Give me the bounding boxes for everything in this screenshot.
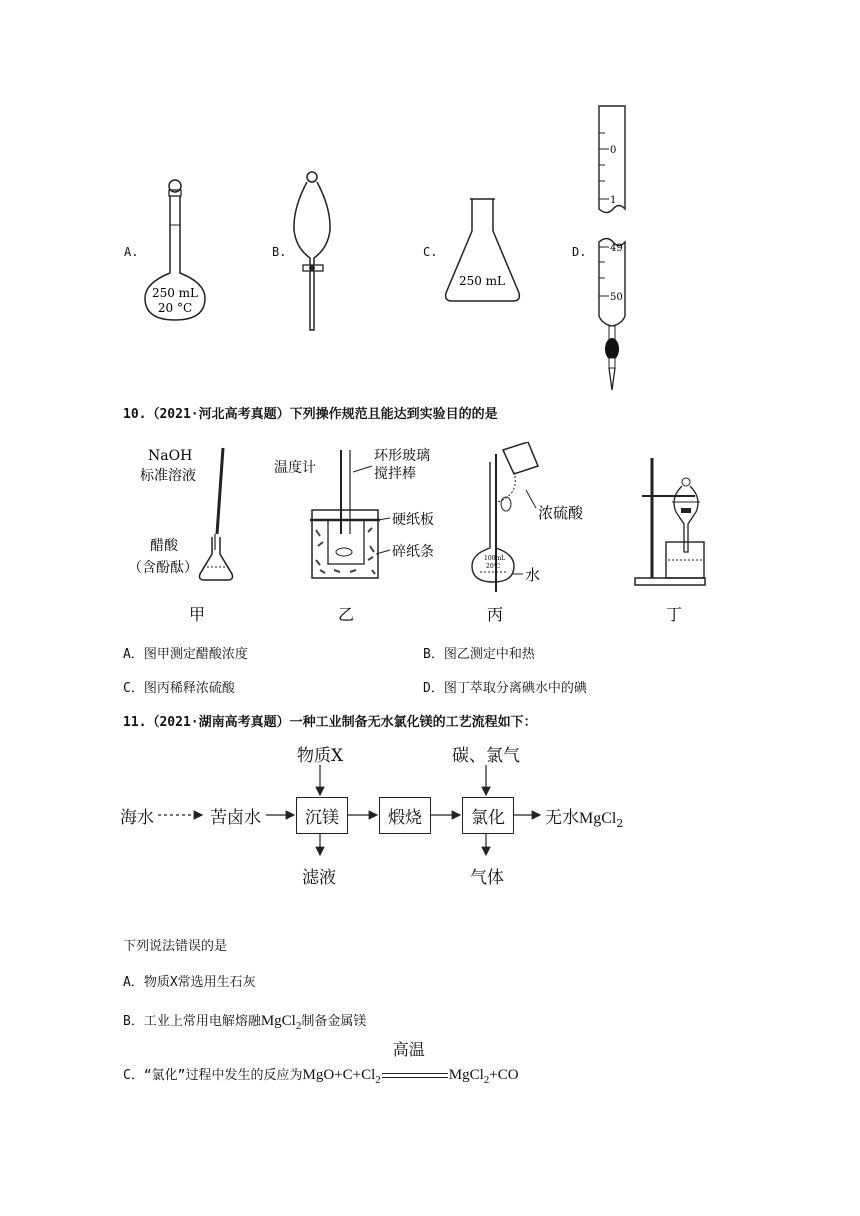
figure-ding xyxy=(635,458,705,585)
yi-board-label: 硬纸板 xyxy=(392,512,434,528)
question-10-stem: 10.（2021·河北高考真题）下列操作规范且能达到实验目的的是 xyxy=(123,407,498,422)
bing-water-label: 水 xyxy=(525,566,541,584)
jia-phenolphthalein-label: （含酚酞） xyxy=(128,560,198,576)
option-d-label: D. xyxy=(572,245,587,259)
flow-brine: 苦卤水 xyxy=(210,808,261,828)
q10-option-a: A．图甲测定醋酸浓度 xyxy=(123,647,248,662)
bing-acid-label: 浓硫酸 xyxy=(538,504,584,522)
separatory-funnel-image xyxy=(290,168,340,333)
q11-option-b: B．工业上常用电解熔融MgCl$_2$制备金属镁 xyxy=(123,1013,367,1032)
burette-image xyxy=(592,104,642,394)
q11-option-a: A．物质X常选用生石灰 xyxy=(123,975,256,990)
q10-option-b: B．图乙测定中和热 xyxy=(423,647,535,662)
reaction-equals-high-temp xyxy=(382,1041,448,1083)
figure-yi xyxy=(274,447,434,578)
burette-tick-1: 1 xyxy=(610,195,617,206)
figure-jia xyxy=(128,448,233,580)
flow-input-carbon-chlorine: 碳、氯气 xyxy=(452,746,520,766)
option-c-label: C. xyxy=(423,245,438,259)
q10-option-c: C．图丙稀释浓硫酸 xyxy=(123,681,235,696)
question-10-figure xyxy=(120,442,710,627)
q10-option-d: D．图丁萃取分离碘水中的碘 xyxy=(423,681,587,696)
flow-box-calcine: 煅烧 xyxy=(379,797,431,834)
jia-standard-solution-label: 标准溶液 xyxy=(140,468,196,484)
yi-paper-label: 碎纸条 xyxy=(392,544,434,560)
flow-output-filtrate: 滤液 xyxy=(302,868,336,888)
figure-bing xyxy=(472,442,584,592)
volumetric-flask-image xyxy=(140,175,220,325)
caption-ding: 丁 xyxy=(666,605,683,624)
caption-yi: 乙 xyxy=(338,605,355,624)
flow-product: 无水MgCl$_2$ xyxy=(545,808,624,830)
reaction-condition: 高温 xyxy=(392,1041,425,1059)
erlenmeyer-flask-image xyxy=(440,195,525,310)
erlenmeyer-volume-text: 250 mL xyxy=(458,274,506,288)
flow-box-chlorinate: 氯化 xyxy=(462,797,514,834)
yi-stirrer-label-1: 环形玻璃 xyxy=(374,448,430,464)
option-a-label: A. xyxy=(124,245,139,259)
caption-jia: 甲 xyxy=(189,605,206,624)
bing-flask-volume: 100mL xyxy=(484,555,506,562)
caption-bing: 丙 xyxy=(487,605,504,624)
flow-seawater: 海水 xyxy=(120,808,154,828)
burette-tick-50: 50 xyxy=(610,292,623,303)
option-b-label: B. xyxy=(272,245,287,259)
burette-tick-0: 0 xyxy=(610,145,617,156)
q11-question: 下列说法错误的是 xyxy=(123,939,228,954)
flask-temp-text: 20 °C xyxy=(157,301,193,315)
flow-output-gas: 气体 xyxy=(470,868,504,888)
bing-flask-temp: 20℃ xyxy=(486,563,501,570)
flow-input-x: 物质X xyxy=(297,746,344,766)
flask-volume-text: 250 mL xyxy=(151,286,199,300)
yi-stirrer-label-2: 搅拌棒 xyxy=(374,466,416,482)
burette-tick-49: 49 xyxy=(610,243,623,254)
q11-option-c: C．“氯化”过程中发生的反应为$MgO+C+Cl_2$ 高温 MgCl$_2$+CO xyxy=(123,1064,519,1086)
process-flow-diagram xyxy=(120,735,680,895)
yi-thermometer-label: 温度计 xyxy=(274,460,316,476)
question-11-stem: 11.（2021·湖南高考真题）一种工业制备无水氯化镁的工艺流程如下： xyxy=(123,715,537,730)
jia-acetic-acid-label: 醋酸 xyxy=(150,538,178,554)
flow-box-precipitate: 沉镁 xyxy=(296,797,348,834)
jia-naoh-label: NaOH xyxy=(148,448,193,464)
